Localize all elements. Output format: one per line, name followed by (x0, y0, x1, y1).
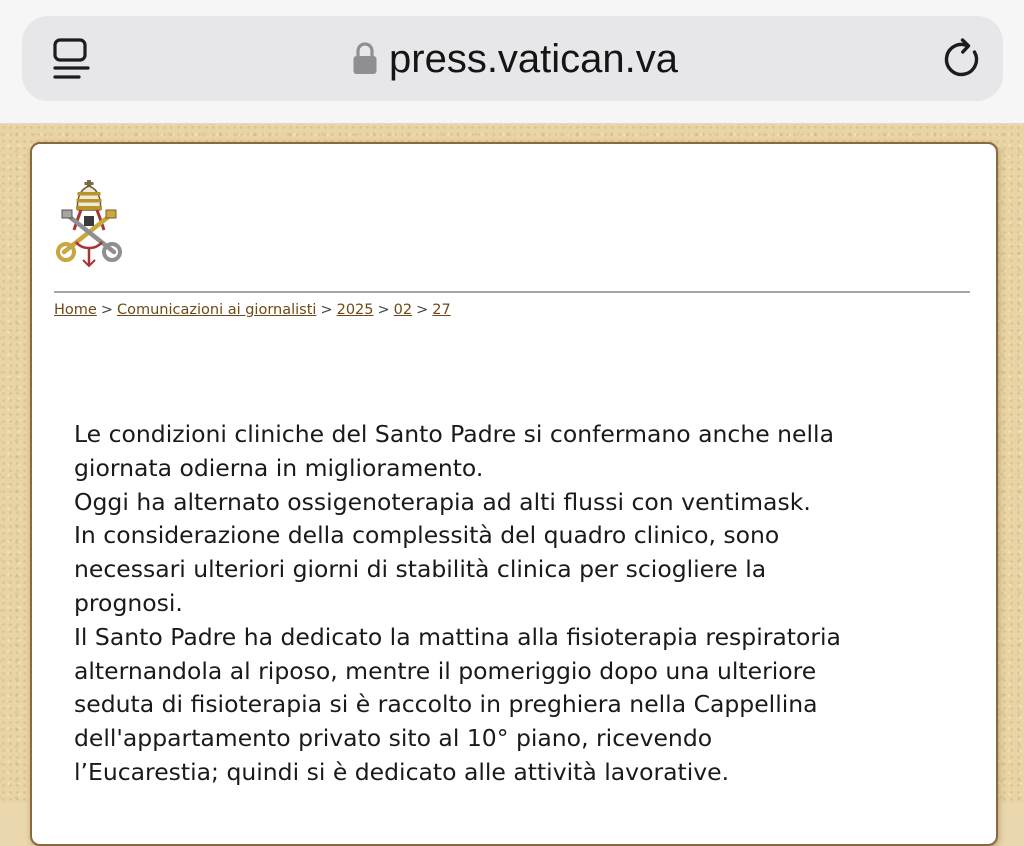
content-card (30, 142, 998, 846)
breadcrumb (54, 302, 451, 318)
article-line: alternandola al riposo, mentre il pomeriggio dopo una ulteriore (74, 656, 817, 685)
article-line: giornata odierna in miglioramento. (74, 453, 484, 482)
article-line: necessari ulteriori giorni di stabilità clinica per sciogliere la (74, 555, 767, 584)
reload-icon[interactable] (940, 34, 986, 84)
breadcrumb-day-link[interactable]: 27 (432, 302, 451, 318)
article-line: dell'appartamento privato sito al 10° piano, ricevendo (74, 724, 713, 753)
reader-mode-icon[interactable] (52, 36, 92, 82)
article-line: In considerazione della complessità del quadro clinico, sono (74, 521, 780, 550)
article-line: Il Santo Padre ha dedicato la mattina alla fisioterapia respiratoria (74, 622, 841, 651)
breadcrumb-home-link[interactable]: Home (54, 302, 97, 318)
article-line: seduta di fisioterapia si è raccolto in preghiera nella Cappellina (74, 690, 818, 719)
press-release-text (74, 418, 974, 790)
breadcrumb-separator: > (377, 302, 390, 318)
breadcrumb-separator: > (100, 302, 113, 318)
article-line: Oggi ha alternato ossigenoterapia ad alti flussi con ventimask. (74, 487, 811, 516)
breadcrumb-year-link[interactable]: 2025 (336, 302, 374, 318)
article-line: prognosi. (74, 588, 183, 617)
breadcrumb-separator: > (320, 302, 333, 318)
address-bar[interactable] (22, 16, 1003, 101)
lock-icon (352, 40, 378, 78)
url-text[interactable]: press.vatican.va (389, 37, 679, 81)
breadcrumb-separator: > (416, 302, 429, 318)
header-divider (54, 291, 970, 293)
article-line: l’Eucarestia; quindi si è dedicato alle attività lavorative. (74, 757, 730, 786)
papal-coat-of-arms-icon (54, 180, 124, 268)
browser-toolbar (0, 0, 1024, 124)
breadcrumb-month-link[interactable]: 02 (393, 302, 413, 318)
breadcrumb-comunicazioni-link[interactable]: Comunicazioni ai giornalisti (116, 302, 317, 318)
article-line: Le condizioni cliniche del Santo Padre si confermano anche nella (74, 420, 834, 448)
